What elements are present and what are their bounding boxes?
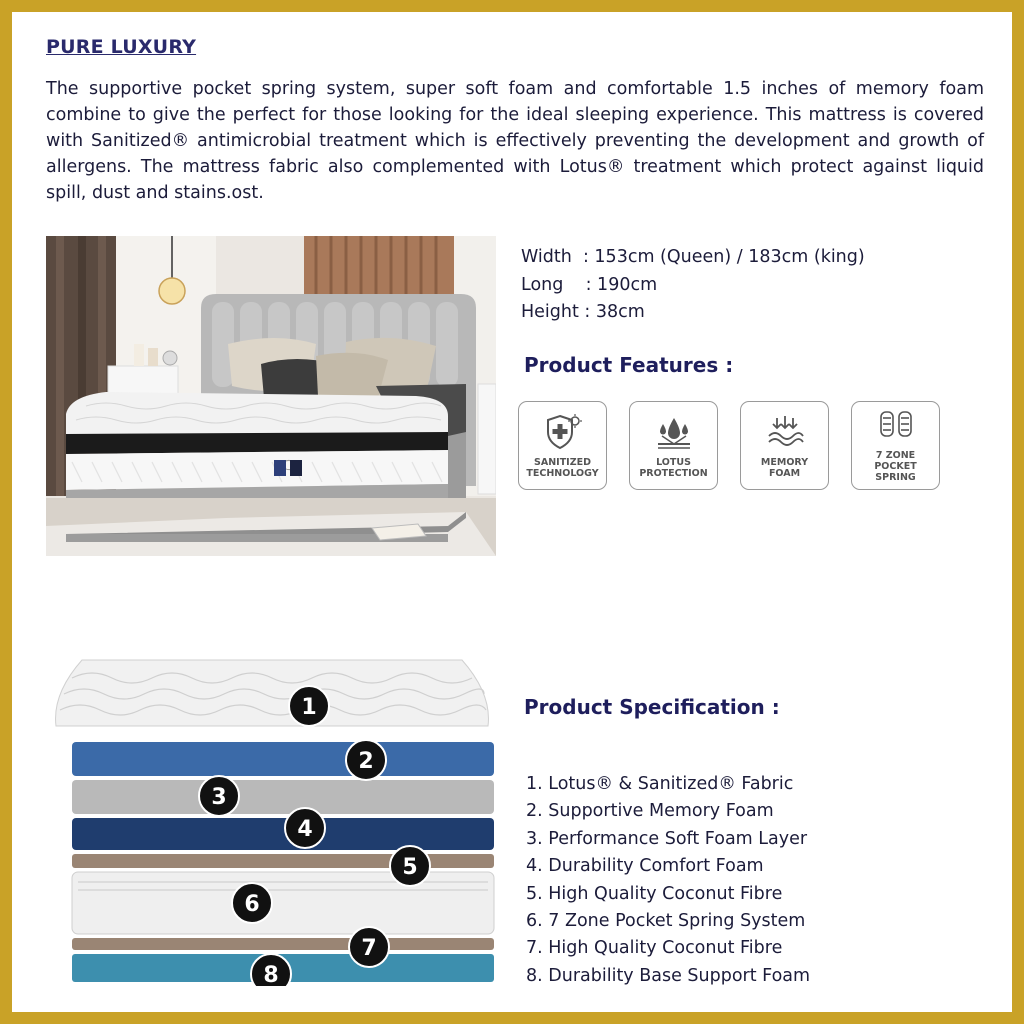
specification-heading: Product Specification : xyxy=(524,695,780,719)
intro-paragraph: The supportive pocket spring system, super soft foam and comfortable 1.5 inches of memory foam combine to give the perfect for those looking for the ideal sleeping experience. This mattress is covered with Sanitized® antimicrobial treatment which is effectively preventing the development and growth of allergens. The mattress fabric also complemented with Lotus® treatment which protect against liquid spill, dust and stains.ost. xyxy=(46,79,984,203)
bedroom-product-photo xyxy=(46,236,496,556)
layer-number: 8 xyxy=(263,963,279,986)
layer-number-badge xyxy=(289,686,329,726)
mattress-layers-diagram xyxy=(52,658,496,986)
feature-label: 7 ZONE xyxy=(875,450,916,461)
feature-label: TECHNOLOGY xyxy=(526,468,599,479)
feature-lotus xyxy=(629,401,718,490)
layer-number-badge xyxy=(285,808,325,848)
spec-item: 8. Durability Base Support Foam xyxy=(526,965,811,986)
layer-number: 1 xyxy=(301,695,317,720)
dimension-long: Long : 190cm xyxy=(521,274,658,295)
layer-number-badge xyxy=(232,883,272,923)
layer-number-badge xyxy=(346,740,386,780)
spec-item: 5. High Quality Coconut Fibre xyxy=(526,883,783,904)
feature-memory-foam xyxy=(740,401,829,490)
page-title: PURE LUXURY xyxy=(46,36,197,58)
shield-cross-icon xyxy=(543,412,583,452)
dimension-height: Height : 38cm xyxy=(521,302,645,322)
feature-label: SANITIZED xyxy=(534,457,591,468)
spec-item: 3. Performance Soft Foam Layer xyxy=(526,828,808,849)
layer-number: 7 xyxy=(361,936,377,961)
spec-item: 4. Durability Comfort Foam xyxy=(526,856,764,877)
layer-number: 2 xyxy=(358,749,374,774)
features-row xyxy=(518,401,948,491)
layer-number-badge xyxy=(251,954,291,986)
layer-number: 4 xyxy=(297,817,313,842)
feature-label: LOTUS xyxy=(656,457,691,468)
specification-list xyxy=(526,771,810,990)
layer-number: 6 xyxy=(244,892,260,917)
layer-number-badge xyxy=(390,846,430,886)
feature-label: PROTECTION xyxy=(639,468,708,479)
spec-item: 1. Lotus® & Sanitized® Fabric xyxy=(526,774,794,794)
dimension-width: Width : 153cm (Queen) / 183cm (king) xyxy=(521,247,865,267)
water-drops-icon xyxy=(654,412,694,452)
feature-label: FOAM xyxy=(768,468,801,479)
spec-item: 6. 7 Zone Pocket Spring System xyxy=(526,911,806,932)
feature-label: SPRING xyxy=(875,472,916,483)
features-heading: Product Features : xyxy=(524,353,734,377)
feature-label: POCKET xyxy=(874,461,917,472)
feature-sanitized xyxy=(518,401,607,490)
memory-foam-icon xyxy=(765,412,805,452)
spec-item: 2. Supportive Memory Foam xyxy=(526,801,774,822)
layer-number-badge xyxy=(349,927,389,967)
layer-number-badge xyxy=(199,776,239,816)
spec-item: 7. High Quality Coconut Fibre xyxy=(526,938,783,959)
dimensions-list xyxy=(521,244,865,327)
pocket-spring-icon xyxy=(876,410,916,438)
feature-label: MEMORY xyxy=(760,457,809,468)
layer-number: 5 xyxy=(402,855,418,880)
feature-pocket-spring xyxy=(851,401,940,490)
layer-number: 3 xyxy=(211,785,227,810)
